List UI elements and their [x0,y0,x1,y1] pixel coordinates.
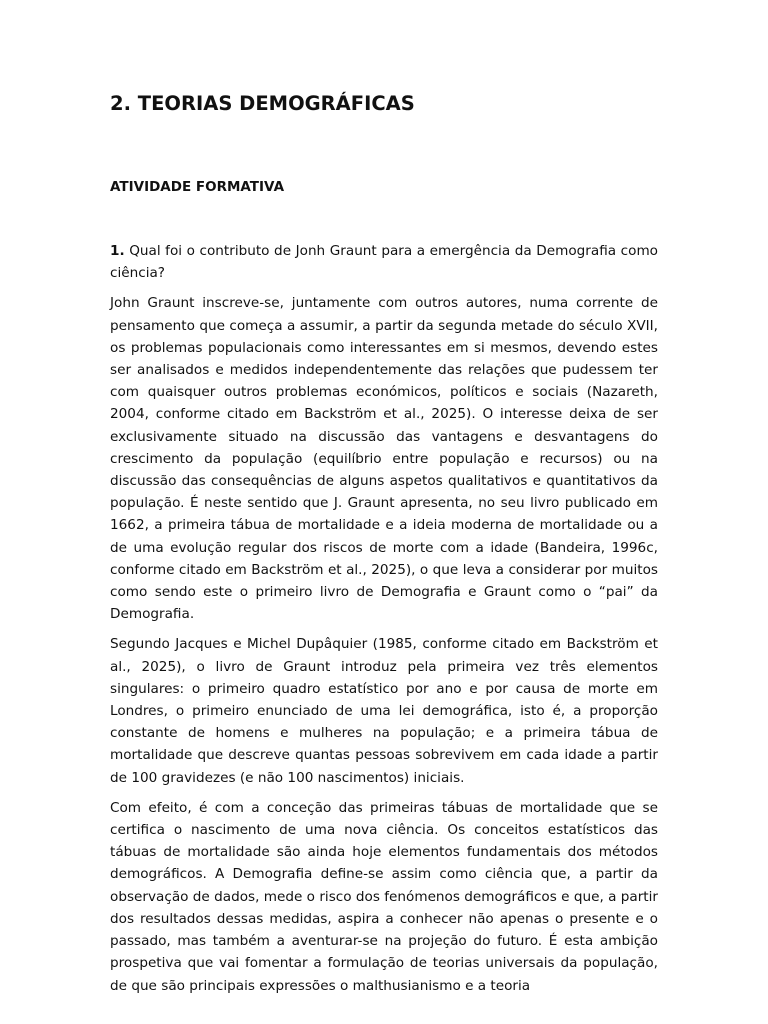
question-1 [110,240,658,284]
page-content [110,91,658,997]
paragraph-3: Com efeito, é com a conceção das primeiras tábuas de mortalidade que se certifica o nascimento de uma nova ciência. Os conceitos estatísticos das tábuas de mortalidade são ainda hoje elementos fundamentais dos métodos demográficos. A Demografia define-se assim como ciência que, a partir da observação de dados, mede o risco dos fenómenos demográficos e que, a partir dos resultados dessas medidas, aspira a conhecer não apenas o presente e o passado, mas também a aventurar-se na projeção do futuro. É esta ambição prospetiva que vai fomentar a formulação de teorias universais da população, de que são principais expressões o malthusianismo e a teoria [110,799,658,994]
paragraph-1: John Graunt inscreve-se, juntamente com outros autores, numa corrente de pensamento que começa a assumir, a partir da segunda metade do século XVII, os problemas populacionais como interessantes em si mesmos, devendo estes ser analisados e medidos independentemente das relações que pudessem ter com quaisquer outros problemas económicos, políticos e sociais (Nazareth, 2004, conforme citado em Backström et al., 2025). O interesse deixa de ser exclusivamente situado na discussão das vantagens e desvantagens do crescimento da população (equilíbrio entre população e recursos) ou na discussão das consequências de alguns aspetos qualitativos e quantitativos da população. É neste sentido que J. Graunt apresenta, no seu livro publicado em 1662, a primeira tábua de mortalidade e a ideia moderna de mortalidade ou a de uma evolução regular dos riscos de morte com a idade (Bandeira, 1996c, conforme citado em Backström et al., 2025), o que leva a considerar por muitos como sendo este o primeiro livro de Demografia e Graunt como o “pai” da Demografia. [110,295,658,623]
section-title: ATIVIDADE FORMATIVA [110,179,285,195]
question-text: Qual foi o contributo de Jonh Graunt para a emergência da Demografia como ciência? [110,243,658,282]
chapter-title: 2. TEORIAS DEMOGRÁFICAS [110,92,415,115]
question-number: 1. [110,243,125,259]
paragraph-2: Segundo Jacques e Michel Dupâquier (1985, conforme citado em Backström et al., 2025), o livro de Graunt introduz pela primeira vez três elementos singulares: o primeiro quadro estatístico por ano e por causa de morte em Londres, o primeiro enunciado de uma lei demográfica, isto é, a proporção constante de homens e mulheres na população; e a primeira tábua de mortalidade que descreve quantas pessoas sobrevivem em cada idade a partir de 100 gravidezes (e não 100 nascimentos) iniciais. [110,636,658,786]
